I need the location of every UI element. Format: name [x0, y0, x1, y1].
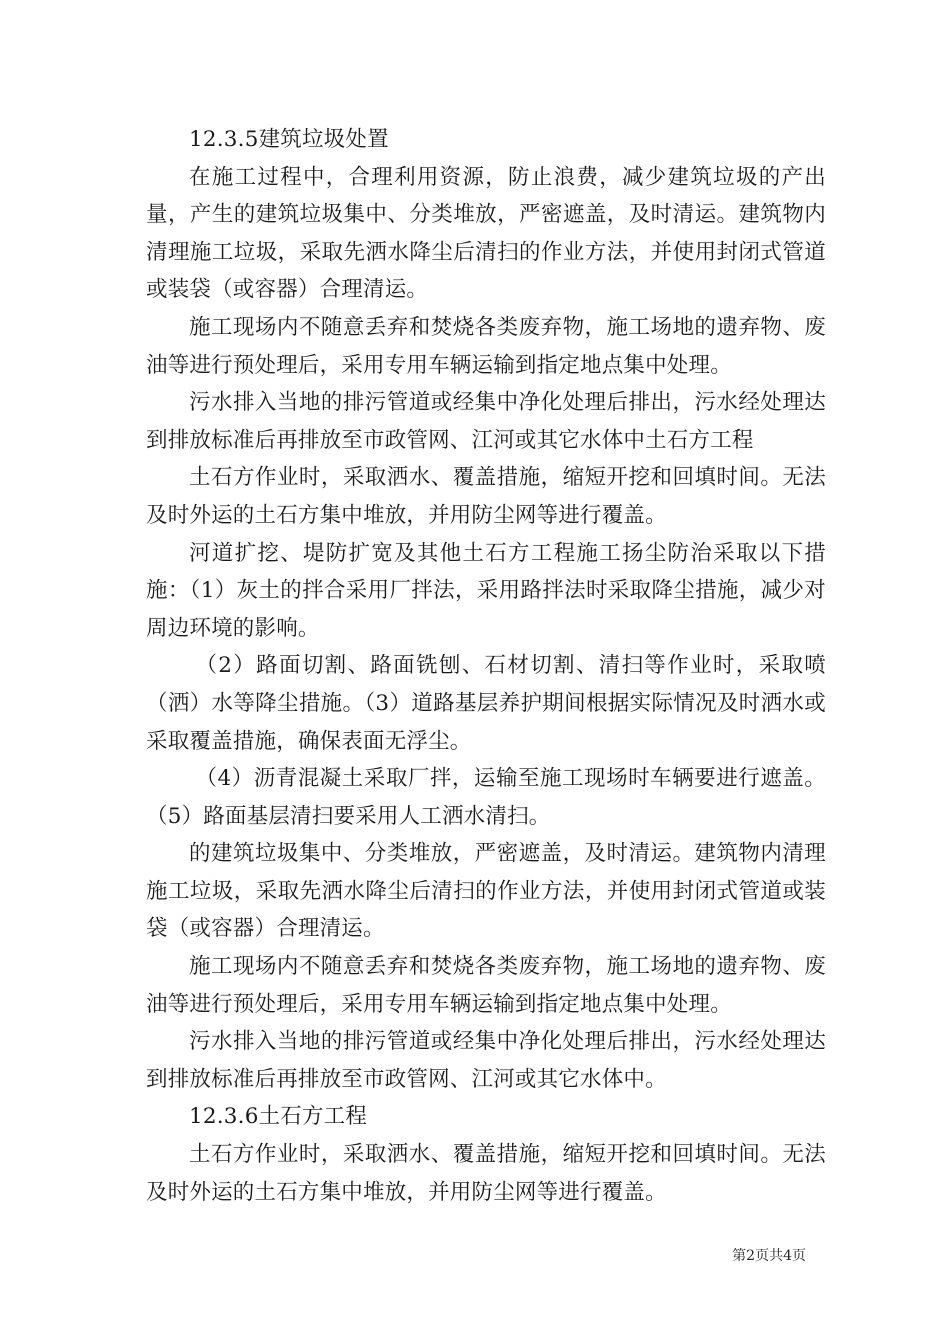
paragraph: 施工现场内不随意丢弃和焚烧各类废弃物，施工场地的遗弃物、废油等进行预处理后，采用专用车辆运输到指定地点集中处理。 — [146, 314, 826, 378]
paragraph: 土石方作业时，采取洒水、覆盖措施，缩短开挖和回填时间。无法及时外运的土石方集中堆放，并用防尘网等进行覆盖。 — [146, 465, 826, 528]
section-heading-12-3-6: 12.3.6土石方工程 — [189, 1104, 368, 1130]
paragraph: 土石方作业时，采取洒水、覆盖措施，缩短开挖和回填时间。无法及时外运的土石方集中堆放，并用防尘网等进行覆盖。 — [146, 1142, 826, 1205]
paragraph: （2）路面切割、路面铣刨、石材切割、清扫等作业时，采取喷（洒）水等降尘措施。（3）道路基层养护期间根据实际情况及时洒水或采取覆盖措施，确保表面无浮尘。 — [146, 653, 826, 754]
paragraph: 污水排入当地的排污管道或经集中净化处理后排出，污水经处理达到排放标准后再排放至市政管网、江河或其它水体中土石方工程 — [146, 390, 826, 453]
paragraph: （4）沥青混凝土采取厂拌，运输至施工现场时车辆要进行遮盖。（5）路面基层清扫要采用人工洒水清扫。 — [146, 766, 826, 829]
page-number: 第2页共4页 — [732, 1248, 806, 1264]
paragraph: 河道扩挖、堤防扩宽及其他土石方工程施工扬尘防治采取以下措施：（1）灰土的拌合采用厂拌法，采用路拌法时采取降尘措施，减少对周边环境的影响。 — [146, 540, 826, 641]
paragraph: 污水排入当地的排污管道或经集中净化处理后排出，污水经处理达到排放标准后再排放至市政管网、江河或其它水体中。 — [146, 1029, 826, 1092]
paragraph: 的建筑垃圾集中、分类堆放，严密遮盖，及时清运。建筑物内清理施工垃圾，采取先洒水降尘后清扫的作业方法，并使用封闭式管道或装袋（或容器）合理清运。 — [146, 841, 826, 942]
paragraph: 在施工过程中，合理利用资源，防止浪费，减少建筑垃圾的产出量，产生的建筑垃圾集中、分类堆放，严密遮盖，及时清运。建筑物内清理施工垃圾，采取先洒水降尘后清扫的作业方法，并使用封闭式管道或装袋（或容器）合理清运。 — [146, 164, 826, 303]
section-heading-12-3-5: 12.3.5建筑垃圾处置 — [189, 127, 389, 152]
document-body — [146, 121, 826, 1211]
page-footer — [0, 1246, 950, 1270]
paragraph: 施工现场内不随意丢弃和焚烧各类废弃物，施工场地的遗弃物、废油等进行预处理后，采用专用车辆运输到指定地点集中处理。 — [146, 954, 826, 1017]
